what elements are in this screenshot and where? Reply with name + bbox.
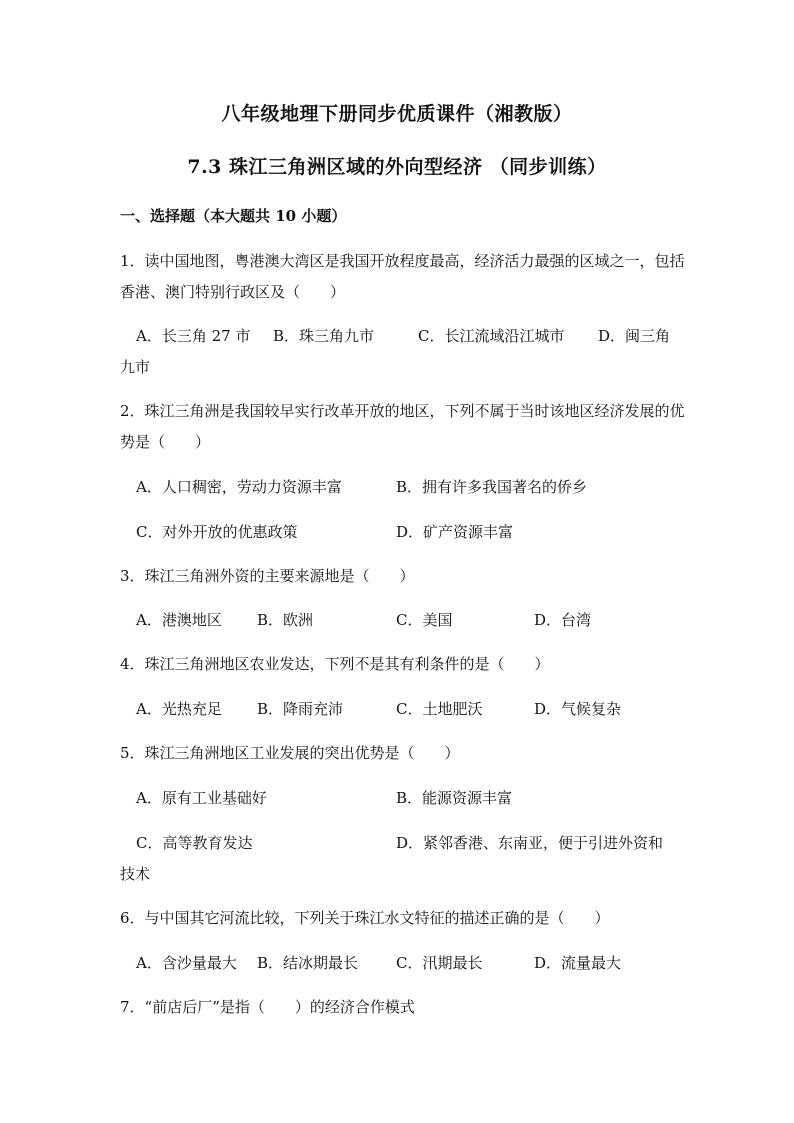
question-5-option-a: A．原有工业基础好 [136,789,267,807]
document-subtitle: 7.3 珠江三角洲区域的外向型经济 （同步训练） [187,156,607,178]
question-4-option-c: C．土地肥沃 [396,700,483,718]
question-4-stem: 4．珠江三角洲地区农业发达，下列不是其有利条件的是（ ） [120,655,550,673]
question-2-option-c: C．对外开放的优惠政策 [136,523,298,541]
question-1-option-c: C．长江流域沿江城市 [418,327,565,345]
question-3-option-a: A．港澳地区 [136,611,222,629]
question-4-option-d: D．气候复杂 [534,700,622,718]
question-1-stem: 1．读中国地图，粤港澳大湾区是我国开放程度最高，经济活力最强的区域之一，包括香港、澳门特别行政区及（ ） [120,252,685,301]
question-1-option-a: A．长三角 27 市 [136,327,251,345]
question-3-option-c: C．美国 [396,611,453,629]
question-4-option-b: B．降雨充沛 [257,700,344,718]
question-6-option-d: D．流量最大 [534,954,622,972]
question-1-option-b: B．珠三角九市 [273,327,375,345]
question-3-option-b: B．欧洲 [257,611,314,629]
question-5-option-d-continued: 技术 [120,865,151,883]
question-5-option-d: D．紧邻香港、东南亚，便于引进外资和 [396,834,664,852]
question-6-stem: 6．与中国其它河流比较，下列关于珠江水文特征的描述正确的是（ ） [120,909,610,927]
question-6-option-a: A．含沙量最大 [136,954,237,972]
question-7-stem: 7．“前店后厂”是指（ ）的经济合作模式 [120,998,415,1016]
question-1-option-d-continued: 九市 [120,358,151,376]
question-3-stem: 3．珠江三角洲外资的主要来源地是（ ） [120,567,415,585]
question-5-stem: 5．珠江三角洲地区工业发展的突出优势是（ ） [120,744,460,762]
question-2-option-d: D．矿产资源丰富 [396,523,514,541]
question-2-option-b: B．拥有许多我国著名的侨乡 [396,478,588,496]
question-6-option-b: B．结冰期最长 [257,954,359,972]
section-heading: 一、选择题（本大题共 10 小题） [120,207,347,225]
question-2-stem: 2．珠江三角洲是我国较早实行改革开放的地区，下列不属于当时该地区经济发展的优势是（ ） [120,402,685,451]
question-4-option-a: A．光热充足 [136,700,222,718]
question-3-option-d: D．台湾 [534,611,592,629]
question-2-option-a: A．人口稠密，劳动力资源丰富 [136,478,342,496]
document-title: 八年级地理下册同步优质课件（湘教版） [221,103,573,125]
question-6-option-c: C．汛期最长 [396,954,483,972]
question-1-option-d: D．闽三角 [598,327,671,345]
question-5-option-c: C．高等教育发达 [136,834,253,852]
question-5-option-b: B．能源资源丰富 [396,789,513,807]
